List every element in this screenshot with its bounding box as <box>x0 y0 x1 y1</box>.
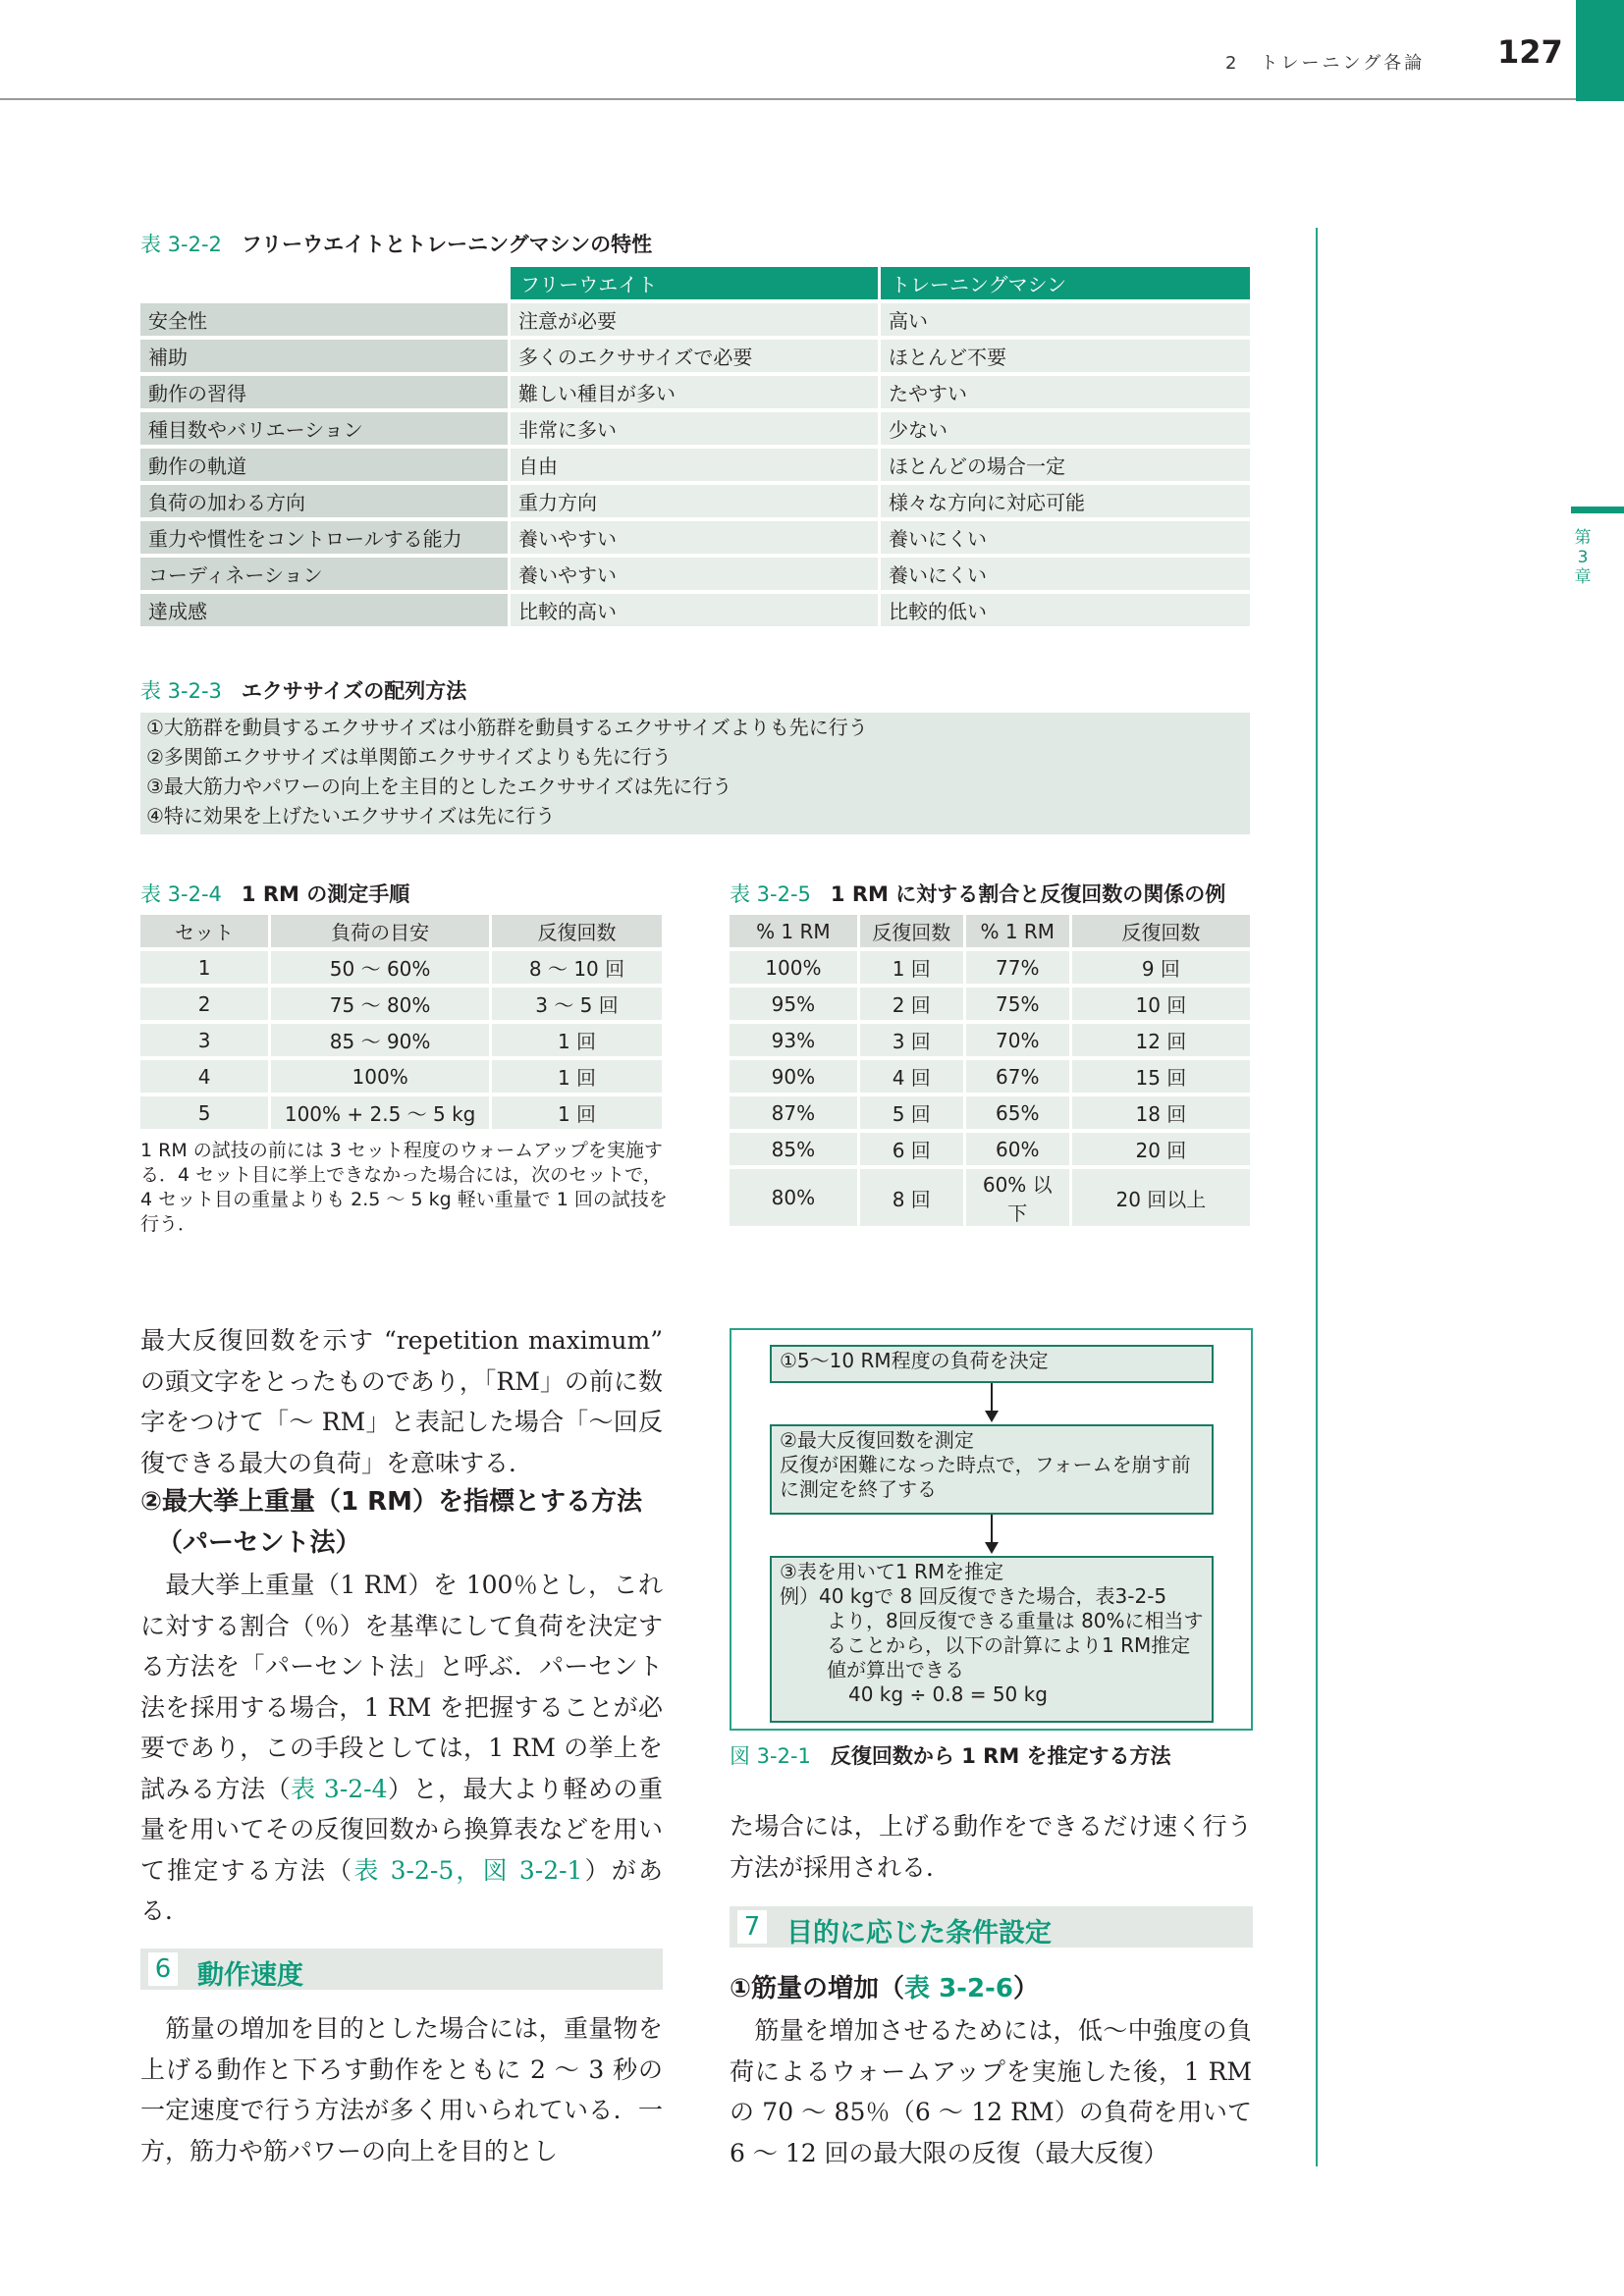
table-row <box>140 951 662 984</box>
table-reference-link[interactable]: 表 3-2-4 <box>290 1774 388 1803</box>
table-cell: 90% <box>730 1060 857 1093</box>
table-cell: 95% <box>730 988 857 1020</box>
row-label: 動作の軌道 <box>140 449 508 481</box>
table-324 <box>137 911 665 1133</box>
column-header: % 1 RM <box>730 915 857 947</box>
table-cell: 75% <box>966 988 1069 1020</box>
table-cell: 10 回 <box>1072 988 1250 1020</box>
left-column-paragraph-2 <box>140 1565 663 1932</box>
right-column-paragraph-1: た場合には，上げる動作をできるだけ速く行う方法が採用される． <box>730 1812 1252 1882</box>
figure-number: 図 3-2-1 <box>730 1744 811 1768</box>
flow-step-text: 例）40 kgで 8 回反復できた場合，表3-2-5 <box>780 1584 1167 1608</box>
table-row <box>730 1169 1250 1226</box>
subheading-percent-method: ②最大挙上重量（1 RM）を指標とする方法 <box>140 1487 643 1517</box>
text-run: ）と，最大より軽めの重量を用いてその反復回数から換算表などを用いて推定する方法（ <box>140 1774 663 1885</box>
table-cell: 100% <box>730 951 857 984</box>
table-325-caption <box>730 879 1225 908</box>
left-column-paragraph-3: 筋量の増加を目的とした場合には，重量物を上げる動作と下ろす動作をともに 2 ～ 3 秒の一定速度で行う方法が多く用いられている．一方，筋力や筋パワーの向上を目的とし <box>140 2014 663 2165</box>
table-324-caption <box>140 879 409 908</box>
column-header: % 1 RM <box>966 915 1069 947</box>
chapter-tab <box>1574 528 1592 587</box>
section-number: 7 <box>737 1910 767 1944</box>
table-cell: 15 回 <box>1072 1060 1250 1093</box>
row-label: 達成感 <box>140 594 508 626</box>
chapter-tab-char: 3 <box>1577 548 1589 567</box>
table-row <box>140 1096 662 1129</box>
table-row <box>730 988 1250 1020</box>
header-color-band <box>1576 0 1624 101</box>
table-cell: 70% <box>966 1024 1069 1056</box>
free-weight-cell: 比較的高い <box>511 594 878 626</box>
table-cell: 20 回 <box>1072 1133 1250 1165</box>
table-title: 1 RM の測定手順 <box>241 882 410 906</box>
list-item: ④特に効果を上げたいエクササイズは先に行う <box>146 804 556 828</box>
table-cell: 80% <box>730 1169 857 1226</box>
free-weight-cell: 自由 <box>511 449 878 481</box>
section-title: 目的に応じた条件設定 <box>786 1918 1052 1949</box>
row-label: 重力や慣性をコントロールする能力 <box>140 521 508 554</box>
table-title: 1 RM に対する割合と反復回数の関係の例 <box>830 882 1226 906</box>
table-cell: 85 ～ 90% <box>271 1024 489 1056</box>
table-cell: 1 回 <box>860 951 963 984</box>
table-row <box>730 1024 1250 1056</box>
table-row <box>730 1060 1250 1093</box>
table-number: 表 3-2-2 <box>140 233 222 256</box>
machine-cell: ほとんど不要 <box>881 340 1250 372</box>
table-number: 表 3-2-3 <box>140 679 222 703</box>
list-item: ③最大筋力やパワーの向上を主目的としたエクササイズは先に行う <box>146 774 732 798</box>
flow-step-2 <box>770 1424 1214 1515</box>
table-cell: 60% <box>966 1133 1069 1165</box>
figure-321-caption <box>730 1740 1171 1770</box>
table-row <box>140 412 1250 445</box>
section-6-heading <box>140 1949 663 1990</box>
text-run: 最大挙上重量（1 RM）を 100％とし，これに対する割合（％）を基準にして負荷を決定する方法を「パーセント法」と呼ぶ．パーセント法を採用する場合，1 RM を把握することが必要であり，この手段としては，1 RM の挙上を試みる方法（ <box>140 1571 663 1803</box>
table-cell: 6 回 <box>860 1133 963 1165</box>
table-cell: 3 回 <box>860 1024 963 1056</box>
table-cell: 1 回 <box>492 1060 662 1093</box>
table-figure-reference-link[interactable]: 表 3-2-5，図 3-2-1 <box>353 1855 583 1885</box>
running-head: 2 トレーニング各論 <box>1225 53 1426 74</box>
table-title: エクササイズの配列方法 <box>241 679 467 703</box>
table-cell: 4 回 <box>860 1060 963 1093</box>
free-weight-cell: 注意が必要 <box>511 303 878 336</box>
table-cell: 1 回 <box>492 1024 662 1056</box>
table-cell: 77% <box>966 951 1069 984</box>
header-rule <box>0 98 1576 100</box>
chapter-tab-char: 章 <box>1574 567 1592 587</box>
column-header: 反復回数 <box>1072 915 1250 947</box>
free-weight-cell: 重力方向 <box>511 485 878 517</box>
column-header: セット <box>140 915 268 947</box>
table-cell: 50 ～ 60% <box>271 951 489 984</box>
text-run: ①筋量の増加（ <box>730 1974 905 2003</box>
text-run: ） <box>1012 1974 1039 2003</box>
header-blank <box>140 267 508 299</box>
free-weight-cell: 養いやすい <box>511 521 878 554</box>
flow-arrow <box>991 1515 993 1544</box>
table-row <box>140 521 1250 554</box>
table-row <box>140 485 1250 517</box>
table-cell: 1 <box>140 951 268 984</box>
machine-cell: 様々な方向に対応可能 <box>881 485 1250 517</box>
machine-cell: 養いにくい <box>881 558 1250 590</box>
column-header: 反復回数 <box>860 915 963 947</box>
figure-321-flowchart <box>730 1328 1253 1731</box>
free-weight-cell: 多くのエクササイズで必要 <box>511 340 878 372</box>
table-cell: 100% <box>271 1060 489 1093</box>
table-cell: 67% <box>966 1060 1069 1093</box>
table-325 <box>727 911 1253 1230</box>
table-cell: 20 回以上 <box>1072 1169 1250 1226</box>
row-label: 種目数やバリエーション <box>140 412 508 445</box>
flow-step-title: ②最大反復回数を測定 <box>780 1428 974 1452</box>
table-cell: 12 回 <box>1072 1024 1250 1056</box>
table-cell: 2 <box>140 988 268 1020</box>
flow-step-text: より，8回反復できる重量は 80%に相当することから，以下の計算により1 RM推定値が算出できる <box>827 1609 1204 1682</box>
table-cell: 60% 以下 <box>966 1169 1069 1226</box>
table-cell: 87% <box>730 1096 857 1129</box>
list-item: ②多関節エクササイズは単関節エクササイズよりも先に行う <box>146 745 672 769</box>
section-number: 6 <box>148 1952 178 1986</box>
table-cell: 3 <box>140 1024 268 1056</box>
table-cell: 100% + 2.5 ～ 5 kg <box>271 1096 489 1129</box>
table-row <box>140 376 1250 408</box>
table-row <box>730 1096 1250 1129</box>
machine-cell: ほとんどの場合一定 <box>881 449 1250 481</box>
table-cell: 5 <box>140 1096 268 1129</box>
column-header: 反復回数 <box>492 915 662 947</box>
table-cell: 4 <box>140 1060 268 1093</box>
row-label: コーディネーション <box>140 558 508 590</box>
table-number: 表 3-2-4 <box>140 882 222 906</box>
row-label: 負荷の加わる方向 <box>140 485 508 517</box>
column-header: トレーニングマシン <box>881 267 1250 299</box>
machine-cell: たやすい <box>881 376 1250 408</box>
left-column-paragraph-1: 最大反復回数を示す “repetition maximum” の頭文字をとったものであり，「RM」の前に数字をつけて「～ RM」と表記した場合「～回反復できる最大の負荷」を意味する． <box>140 1326 663 1477</box>
column-header: フリーウエイト <box>511 267 878 299</box>
row-label: 動作の習得 <box>140 376 508 408</box>
table-cell: 18 回 <box>1072 1096 1250 1129</box>
table-cell: 5 回 <box>860 1096 963 1129</box>
flow-step-formula: 40 kg ÷ 0.8 = 50 kg <box>848 1682 1048 1706</box>
table-cell: 1 回 <box>492 1096 662 1129</box>
table-row <box>140 988 662 1020</box>
flow-step-text: 反復が困難になった時点で，フォームを崩す前に測定を終了する <box>780 1453 1191 1501</box>
subheading-percent-method-line2: （パーセント法） <box>157 1528 361 1558</box>
table-row <box>140 1060 662 1093</box>
table-cell: 65% <box>966 1096 1069 1129</box>
flow-step-title: ③表を用いて1 RMを推定 <box>780 1560 1004 1583</box>
machine-cell: 高い <box>881 303 1250 336</box>
table-row <box>730 1133 1250 1165</box>
flow-step-1: ①5～10 RM程度の負荷を決定 <box>770 1345 1214 1383</box>
table-reference-link[interactable]: 表 3-2-6 <box>904 1974 1013 2003</box>
free-weight-cell: 非常に多い <box>511 412 878 445</box>
page-number: 127 <box>1497 33 1563 71</box>
table-cell: 8 回 <box>860 1169 963 1226</box>
list-item: ①大筋群を動員するエクササイズは小筋群を動員するエクササイズよりも先に行う <box>146 716 868 739</box>
free-weight-cell: 難しい種目が多い <box>511 376 878 408</box>
machine-cell: 比較的低い <box>881 594 1250 626</box>
table-row <box>140 303 1250 336</box>
table-322-caption <box>140 229 652 258</box>
table-cell: 9 回 <box>1072 951 1250 984</box>
table-row <box>140 340 1250 372</box>
arrow-down-icon <box>985 1542 999 1554</box>
table-cell: 2 回 <box>860 988 963 1020</box>
flow-arrow <box>991 1383 993 1413</box>
table-322 <box>137 263 1253 630</box>
text-run: ）がある． <box>140 1855 663 1925</box>
figure-title: 反復回数から 1 RM を推定する方法 <box>830 1744 1171 1768</box>
table-cell: 85% <box>730 1133 857 1165</box>
right-column-paragraph-2: 筋量を増加させるためには，低～中強度の負荷によるウォームアップを実施した後，1 RM の 70 ～ 85％（6 ～ 12 RM）の負荷を用いて 6 ～ 12 回の最大限の反復（最大反復） <box>730 2016 1252 2167</box>
table-cell: 3 ～ 5 回 <box>492 988 662 1020</box>
free-weight-cell: 養いやすい <box>511 558 878 590</box>
subheading-muscle-mass <box>730 1969 1039 2009</box>
section-7-heading <box>730 1906 1253 1948</box>
chapter-tab-char: 第 <box>1574 528 1592 548</box>
table-323-caption <box>140 675 466 705</box>
flow-step-3 <box>770 1556 1214 1723</box>
table-cell: 8 ～ 10 回 <box>492 951 662 984</box>
table-row <box>140 558 1250 590</box>
section-title: 動作速度 <box>197 1960 303 1991</box>
machine-cell: 養いにくい <box>881 521 1250 554</box>
table-row <box>140 1024 662 1056</box>
table-row <box>140 449 1250 481</box>
table-row <box>140 594 1250 626</box>
row-label: 補助 <box>140 340 508 372</box>
table-header-row <box>730 915 1250 947</box>
column-header: 負荷の目安 <box>271 915 489 947</box>
machine-cell: 少ない <box>881 412 1250 445</box>
row-label: 安全性 <box>140 303 508 336</box>
table-row <box>730 951 1250 984</box>
table-header-row <box>140 915 662 947</box>
table-number: 表 3-2-5 <box>730 882 811 906</box>
table-324-note: 1 RM の試技の前には 3 セット程度のウォームアップを実施する．4 セット目に挙上できなかった場合には，次のセットで，4 セット目の重量よりも 2.5 ～ 5 kg 軽い重量で 1 回の試技を行う． <box>140 1140 668 1235</box>
table-cell: 75 ～ 80% <box>271 988 489 1020</box>
exercise-order-box <box>140 713 1250 834</box>
margin-rule <box>1316 228 1318 2166</box>
arrow-down-icon <box>985 1411 999 1422</box>
chapter-tab-bar <box>1571 507 1624 513</box>
table-cell: 93% <box>730 1024 857 1056</box>
table-title: フリーウエイトとトレーニングマシンの特性 <box>241 233 653 256</box>
table-header-row <box>140 267 1250 299</box>
